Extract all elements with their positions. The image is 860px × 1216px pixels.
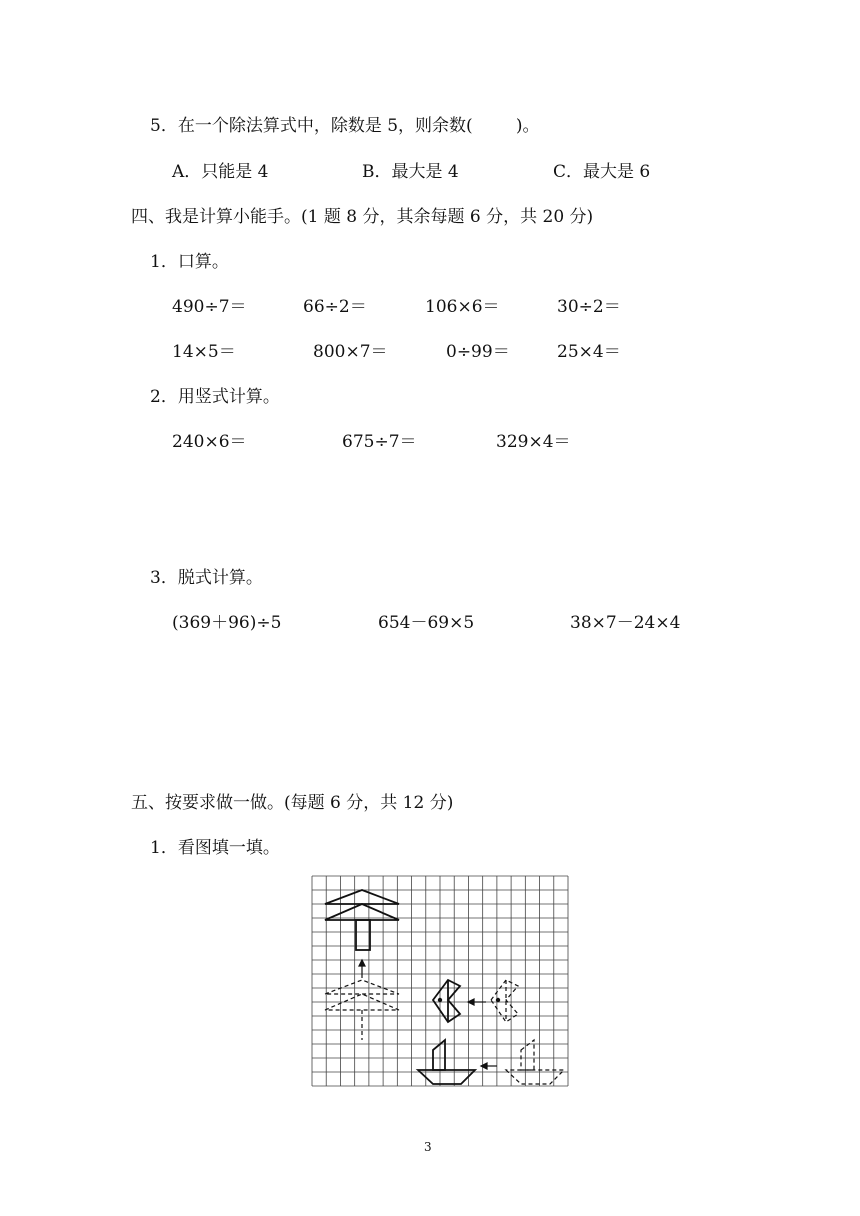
left-arrow-icon [468, 999, 486, 1005]
translation-grid-figure [310, 874, 570, 1090]
arrow-shape-solid [325, 890, 399, 950]
boat-shape-solid [418, 1040, 475, 1084]
vertical-calc-1: 240×6＝ [172, 432, 247, 452]
section-5-sub1-title: 1．看图填一填。 [150, 838, 280, 858]
up-arrow-icon [359, 960, 365, 978]
oral-calc-1-2: 66÷2＝ [303, 297, 367, 317]
option-b: B．最大是 4 [362, 162, 459, 182]
vertical-calc-3: 329×4＝ [496, 432, 571, 452]
oral-calc-1-4: 30÷2＝ [557, 297, 621, 317]
fish-eye-dashed [496, 998, 500, 1002]
option-c: C．最大是 6 [553, 162, 651, 182]
section-4-sub1-title: 1．口算。 [150, 252, 229, 272]
stepwise-calc-3: 38×7－24×4 [570, 613, 681, 633]
section-5-title: 五、按要求做一做。(每题 6 分，共 12 分) [131, 793, 454, 813]
oral-calc-2-4: 25×4＝ [557, 342, 621, 362]
vertical-calc-2: 675÷7＝ [342, 432, 417, 452]
oral-calc-2-2: 800×7＝ [313, 342, 388, 362]
oral-calc-2-1: 14×5＝ [172, 342, 236, 362]
section-4-sub3-title: 3．脱式计算。 [150, 568, 263, 588]
section-4-title: 四、我是计算小能手。(1 题 8 分，其余每题 6 分，共 20 分) [131, 207, 594, 227]
option-a: A．只能是 4 [172, 162, 269, 182]
left-arrow-icon [481, 1063, 497, 1069]
oral-calc-1-1: 490÷7＝ [172, 297, 247, 317]
stepwise-calc-1: (369＋96)÷5 [172, 613, 282, 633]
stepwise-calc-2: 654－69×5 [378, 613, 475, 633]
page-number: 3 [424, 1140, 432, 1154]
arrow-shape-dashed [325, 980, 399, 1040]
oral-calc-1-3: 106×6＝ [425, 297, 500, 317]
oral-calc-2-3: 0÷99＝ [446, 342, 510, 362]
grid-lines [312, 876, 568, 1086]
section-4-sub2-title: 2．用竖式计算。 [150, 387, 280, 407]
fish-eye-solid [438, 998, 442, 1002]
boat-shape-dashed [506, 1040, 564, 1084]
question-5-stem: 5．在一个除法算式中，除数是 5，则余数( )。 [150, 116, 540, 136]
